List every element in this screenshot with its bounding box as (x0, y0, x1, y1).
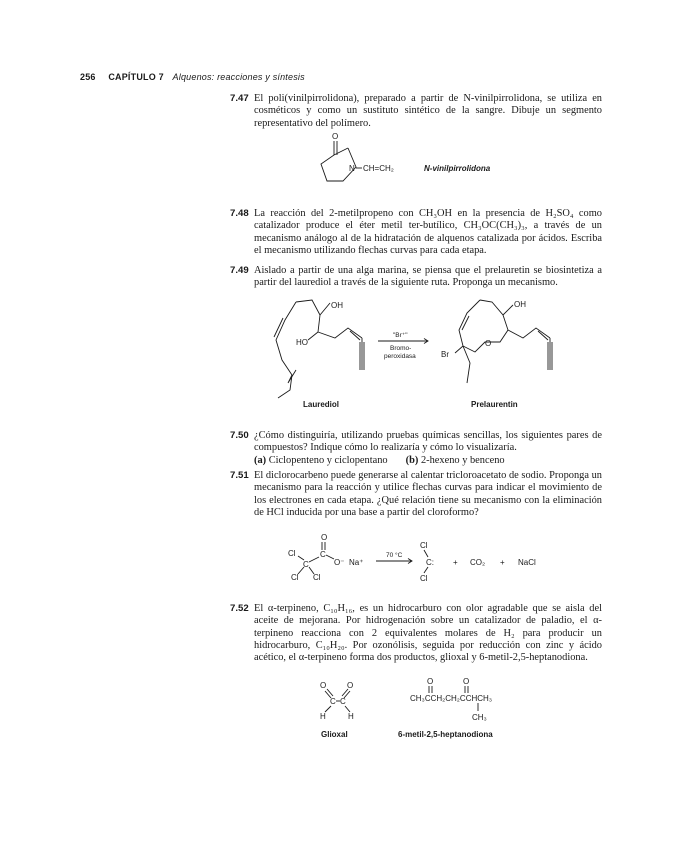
vinyl-chain: CH=CH₂ (363, 164, 394, 173)
conditions-label: 70 °C (386, 552, 403, 559)
problem-text: El diclorocarbeno puede generarse al calentar tricloroacetato de sodio. Proponga un mecanismo para la reacción y utilice flechas curvas para indicar el movimiento de los electrones en cada etapa. ¿Qué relación tiene su mecanismo con la eliminación de HCl inducida por una base a partir del cloroformo? (254, 470, 602, 518)
glyoxal-o-1: O (320, 681, 327, 690)
problem-number: 7.48 (230, 208, 249, 219)
glyoxal-h-1: H (320, 712, 326, 721)
problem-text: Aislado a partir de una alga marina, se piensa que el prelauretin se biosintetiza a partir del laurediol a través de la siguiente ruta. Proponga un mecanismo. (254, 265, 602, 289)
trichloroacetate-structure (288, 533, 363, 582)
reaction-arrow-7-51 (376, 551, 412, 564)
problem-number: 7.50 (230, 430, 249, 441)
glyoxal-o-2: O (347, 681, 354, 690)
cl-1: Cl (288, 549, 296, 558)
problem-text: El poli(vinilpirrolidona), preparado a partir de N-vinilpirrolidona, se utiliza en cosméticos y como un sustituto sintético de la sangre. Dibuje un segmento representativo del polímero. (254, 93, 602, 129)
sodium-ion: Na⁺ (349, 558, 364, 567)
chapter-label: CAPÍTULO 7 (108, 72, 164, 82)
dione-chain: CH₃CCH₂CH₂CCHCH₃ (410, 694, 493, 703)
prelaurentin-name: Prelaurentin (471, 400, 518, 409)
laurediol-oh: OH (331, 301, 343, 310)
plus-2: + (500, 558, 505, 567)
vinylpyrrolidone-structure (321, 132, 491, 181)
cl-2: Cl (291, 573, 299, 582)
reagent-br: "Br⁺" (393, 332, 408, 339)
carbonyl-o-2: O (321, 533, 328, 542)
co2-label: CO₂ (470, 558, 486, 567)
carbonyl-o: O (332, 132, 339, 141)
nacl-label: NaCl (518, 558, 536, 567)
bromine-label: Br (441, 350, 449, 359)
dione-methyl: CH₃ (472, 713, 487, 722)
dione-o-1: O (427, 677, 434, 686)
ring-oxygen: O (485, 339, 492, 348)
carbene-cl-2: Cl (420, 574, 428, 583)
problem-number: 7.49 (230, 265, 249, 276)
dione-o-2: O (463, 677, 470, 686)
glyoxal-structure (320, 681, 354, 739)
laurediol-ho: HO (296, 338, 308, 347)
dichlorocarbene-structure (420, 541, 536, 583)
problem-number: 7.51 (230, 470, 249, 481)
page-number: 256 (80, 72, 96, 82)
prelaurentin-oh: OH (514, 300, 526, 309)
laurediol-structure (274, 300, 364, 409)
laurediol-name: Laurediol (303, 400, 340, 409)
heptanedione-structure (398, 677, 493, 739)
problem-number: 7.47 (230, 93, 249, 104)
glyoxal-c-1: C (330, 697, 336, 706)
prelaurentin-structure (441, 300, 552, 409)
problem-text: El α-terpineno, C₁₀H₁₆, es un hidrocarburo con olor agradable que se aisla del aceite de mejorana. Por hidrogenación sobre un catalizador de paladio, el α-terpineno reacciona con 2 equivalentes molares de H₂ para producir un hidrocarburo, C₁₀H₂₀. Por ozonólisis, seguida por reducción con zinc y ácido acético, el α-terpineno forma dos productos, glioxal y 6-metil-2,5-heptanodiona. (254, 603, 602, 664)
option-b: (b) 2-hexeno y benceno (405, 454, 505, 466)
problem-number: 7.52 (230, 603, 249, 614)
cl-3: Cl (313, 573, 321, 582)
dione-name: 6-metil-2,5-heptanodiona (398, 730, 493, 739)
problem-text: La reacción del 2-metilpropeno con CH₃OH en la presencia de H₂SO₄ como catalizador produce el éter metil ter-butílico, CH₃OC(CH₃)₃, a través de un mecanismo análogo al de la hidratación de alquenos catalizada por ácidos. Escriba el mecanismo utilizando flechas curvas para cada etapa. (254, 208, 602, 256)
nitrogen-label: N (349, 164, 355, 173)
reaction-arrow-7-49 (378, 332, 428, 360)
alpha-carbon: C (303, 560, 309, 569)
option-a: (a) Ciclopenteno y ciclopentano (254, 454, 388, 466)
carbene-c: C: (426, 558, 434, 567)
vinylpyrrolidone-name: N-vinilpirrolidona (424, 164, 491, 173)
problem-text: ¿Cómo distinguiría, utilizando pruebas químicas sencillas, los siguientes pares de compuestos? Indique cómo lo realizaría y cómo lo visualizaría. (254, 430, 602, 454)
reagent-1: Bromo- (390, 345, 412, 352)
chapter-title: Alquenos: reacciones y síntesis (172, 72, 305, 82)
reagent-2: peroxidasa (384, 353, 416, 360)
glyoxal-h-2: H (348, 712, 354, 721)
oxide: O⁻ (334, 558, 345, 567)
plus-1: + (453, 558, 458, 567)
carboxyl-carbon: C (320, 550, 326, 559)
glyoxal-name: Glioxal (321, 730, 348, 739)
glyoxal-c-2: C (340, 697, 346, 706)
carbene-cl-1: Cl (420, 541, 428, 550)
